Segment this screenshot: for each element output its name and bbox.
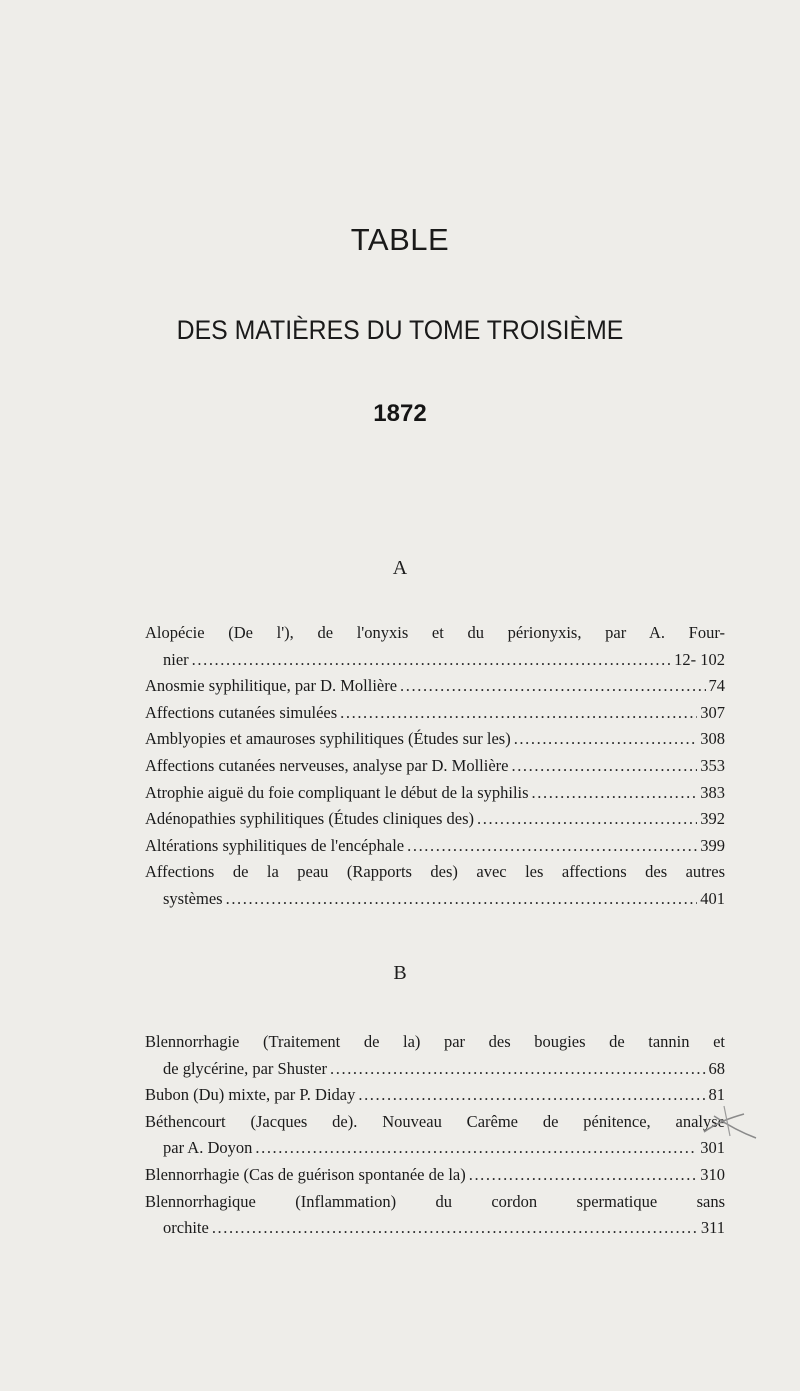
- page-number: 308: [700, 729, 725, 749]
- leader-dots: [330, 1056, 705, 1083]
- entry-text: Anosmie syphilitique, par D. Mollière: [145, 676, 398, 696]
- leader-dots: [407, 833, 697, 860]
- entry-text: Affections cutanées simulées: [145, 702, 338, 722]
- entry-blennorrhagie-guerison: [145, 1162, 725, 1189]
- entry-text: de glycérine, par Shuster: [163, 1058, 328, 1078]
- entry-text: Atrophie aiguë du foie compliquant le début de la syphilis: [145, 782, 529, 802]
- entry-amblyopies: [145, 726, 725, 753]
- page-number: 311: [700, 1218, 725, 1238]
- entry-adenopathies: [145, 806, 725, 833]
- entry-blennorrhagique: [145, 1189, 725, 1242]
- entry-anosmie: [145, 673, 725, 700]
- page-number: 310: [700, 1164, 725, 1184]
- entry-text: systèmes: [163, 888, 223, 908]
- entry-text: Blennorrhagie (Cas de guérison spontanée de la): [145, 1164, 466, 1184]
- entry-bubon: [145, 1082, 725, 1109]
- leader-dots: [477, 806, 697, 833]
- leader-dots: [514, 726, 698, 753]
- leader-dots: [212, 1215, 698, 1242]
- leader-dots: [532, 780, 698, 807]
- entry-affections-cutanees-simulees: [145, 700, 725, 727]
- pencil-mark-icon: [700, 1098, 770, 1146]
- section-b-entries: [145, 1029, 725, 1242]
- entry-text: par A. Doyon: [163, 1138, 253, 1158]
- page-number: 81: [708, 1085, 725, 1105]
- section-letter-a: A: [392, 557, 408, 579]
- page-number: 74: [708, 676, 725, 696]
- leader-dots: [400, 673, 705, 700]
- page-number: 307: [700, 702, 725, 722]
- leader-dots: [469, 1162, 698, 1189]
- page-number: 68: [708, 1058, 725, 1078]
- entry-alterations: [145, 833, 725, 860]
- entry-bethencourt: [145, 1109, 725, 1162]
- page-number: 12- 102: [674, 649, 725, 669]
- page-number: 301: [700, 1138, 725, 1158]
- page-number: 392: [700, 809, 725, 829]
- title-line-1: TABLE: [350, 222, 450, 257]
- entry-alopecie: [145, 620, 725, 673]
- entry-affections-cutanees-nerveuses: [145, 753, 725, 780]
- leader-dots: [255, 1135, 697, 1162]
- entry-text: Affections cutanées nerveuses, analyse par D. Mollière: [145, 755, 509, 775]
- leader-dots: [511, 753, 697, 780]
- entry-text: Affections de la peau (Rapports des) avec les affections des autres: [145, 862, 725, 882]
- entry-text: Bubon (Du) mixte, par P. Diday: [145, 1085, 356, 1105]
- page-number: 353: [700, 755, 725, 775]
- leader-dots: [358, 1082, 705, 1109]
- section-a-entries: [145, 620, 725, 913]
- leader-dots: [226, 886, 698, 913]
- entry-affections-peau: [145, 859, 725, 912]
- entry-blennorrhagie-traitement: [145, 1029, 725, 1082]
- title-line-2: DES MATIÈRES DU TOME TROISIÈME: [176, 315, 624, 345]
- entry-text: nier: [163, 649, 189, 669]
- entry-text: Altérations syphilitiques de l'encéphale: [145, 835, 405, 855]
- entry-text: Amblyopies et amauroses syphilitiques (Études sur les): [145, 729, 511, 749]
- entry-text: Béthencourt (Jacques de). Nouveau Carême de pénitence, analyse: [145, 1111, 725, 1131]
- entry-text: Alopécie (De l'), de l'onyxis et du périonyxis, par A. Four-: [145, 623, 725, 642]
- entry-text: orchite: [163, 1218, 209, 1238]
- page-number: 399: [700, 835, 725, 855]
- year: 1872: [373, 400, 427, 427]
- entry-text: Adénopathies syphilitiques (Études cliniques des): [145, 809, 475, 829]
- entry-text: Blennorrhagie (Traitement de la) par des bougies de tannin et: [145, 1032, 725, 1051]
- page-number: 383: [700, 782, 725, 802]
- page-number: 401: [700, 888, 725, 908]
- entry-atrophie: [145, 780, 725, 807]
- entry-text: Blennorrhagique (Inflammation) du cordon spermatique sans: [145, 1191, 725, 1211]
- leader-dots: [340, 700, 697, 727]
- section-letter-b: B: [393, 962, 407, 984]
- leader-dots: [192, 647, 671, 674]
